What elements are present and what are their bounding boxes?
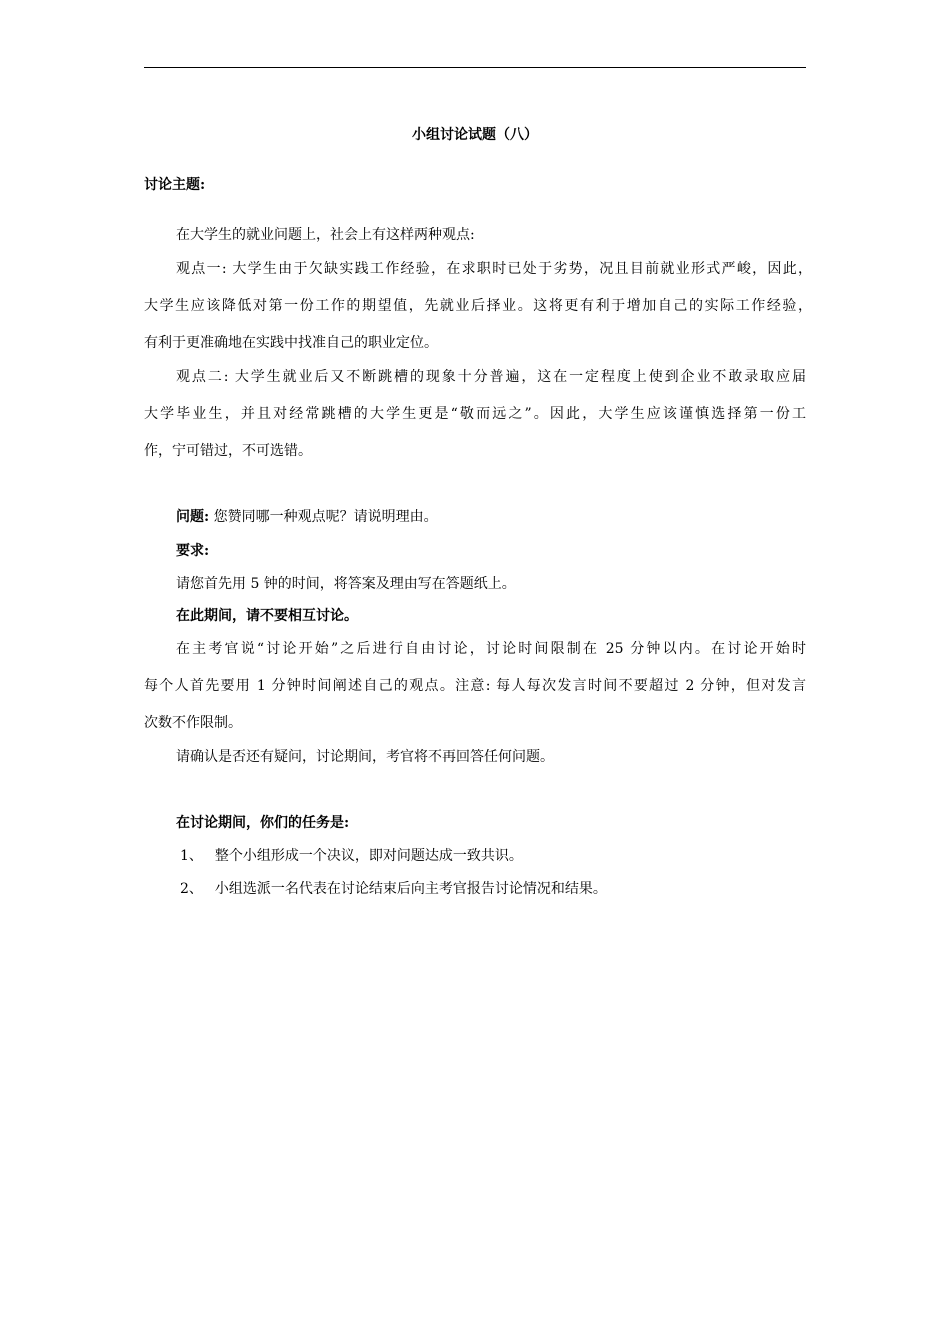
question-label: 问题:	[176, 509, 210, 525]
question-line	[176, 508, 438, 526]
task-text: 整个小组形成一个决议，即对问题达成一致共识。	[214, 848, 523, 864]
confirm-line: 请确认是否还有疑问，讨论期间，考官将不再回答任何问题。	[176, 749, 554, 765]
requirement-line-1: 请您首先用 5 钟的时间，将答案及理由写在答题纸上。	[176, 576, 516, 592]
view2-line-1: 观点二: 大学生就业后又不断跳槽的现象十分普遍，这在一定程度上使到企业不敢录取应届	[176, 369, 806, 385]
task-text: 小组选派一名代表在讨论结束后向主考官报告讨论情况和结果。	[214, 881, 607, 897]
view2-line-3: 作，宁可错过，不可选错。	[144, 443, 312, 459]
topic-heading: 讨论主题:	[144, 177, 206, 193]
rules-line-3: 次数不作限制。	[144, 715, 242, 731]
rules-line-1: 在主考官说“讨论开始”之后进行自由讨论，讨论时间限制在 25 分钟以内。在讨论开始时	[176, 641, 806, 657]
view1-line-3: 有利于更准确地在实践中找准自己的职业定位。	[144, 335, 438, 351]
view2-line-2: 大学毕业生，并且对经常跳槽的大学生更是“敬而远之”。因此，大学生应该谨慎选择第一份工	[144, 406, 806, 422]
intro-paragraph: 在大学生的就业问题上，社会上有这样两种观点:	[176, 227, 475, 243]
task-number: 1、	[180, 848, 203, 864]
requirement-line-2: 在此期间，请不要相互讨论。	[176, 608, 358, 624]
question-text: 您赞同哪一种观点呢？请说明理由。	[209, 509, 438, 525]
task-number: 2、	[180, 881, 203, 897]
header-rule	[144, 67, 806, 68]
task-item-1	[180, 847, 523, 865]
view1-line-1: 观点一: 大学生由于欠缺实践工作经验，在求职时已处于劣势，况且目前就业形式严峻，因此，	[176, 261, 812, 277]
document-title: 小组讨论试题（八）	[412, 127, 538, 143]
task-heading: 在讨论期间，你们的任务是:	[176, 815, 350, 831]
rules-line-2: 每个人首先要用 1 分钟时间阐述自己的观点。注意: 每人每次发言时间不要超过 2 分钟，但对发言	[144, 678, 806, 694]
view1-line-2: 大学生应该降低对第一份工作的期望值，先就业后择业。这将更有利于增加自己的实际工作经验，	[144, 298, 812, 314]
task-item-2	[180, 880, 607, 898]
requirement-heading: 要求:	[176, 543, 210, 559]
